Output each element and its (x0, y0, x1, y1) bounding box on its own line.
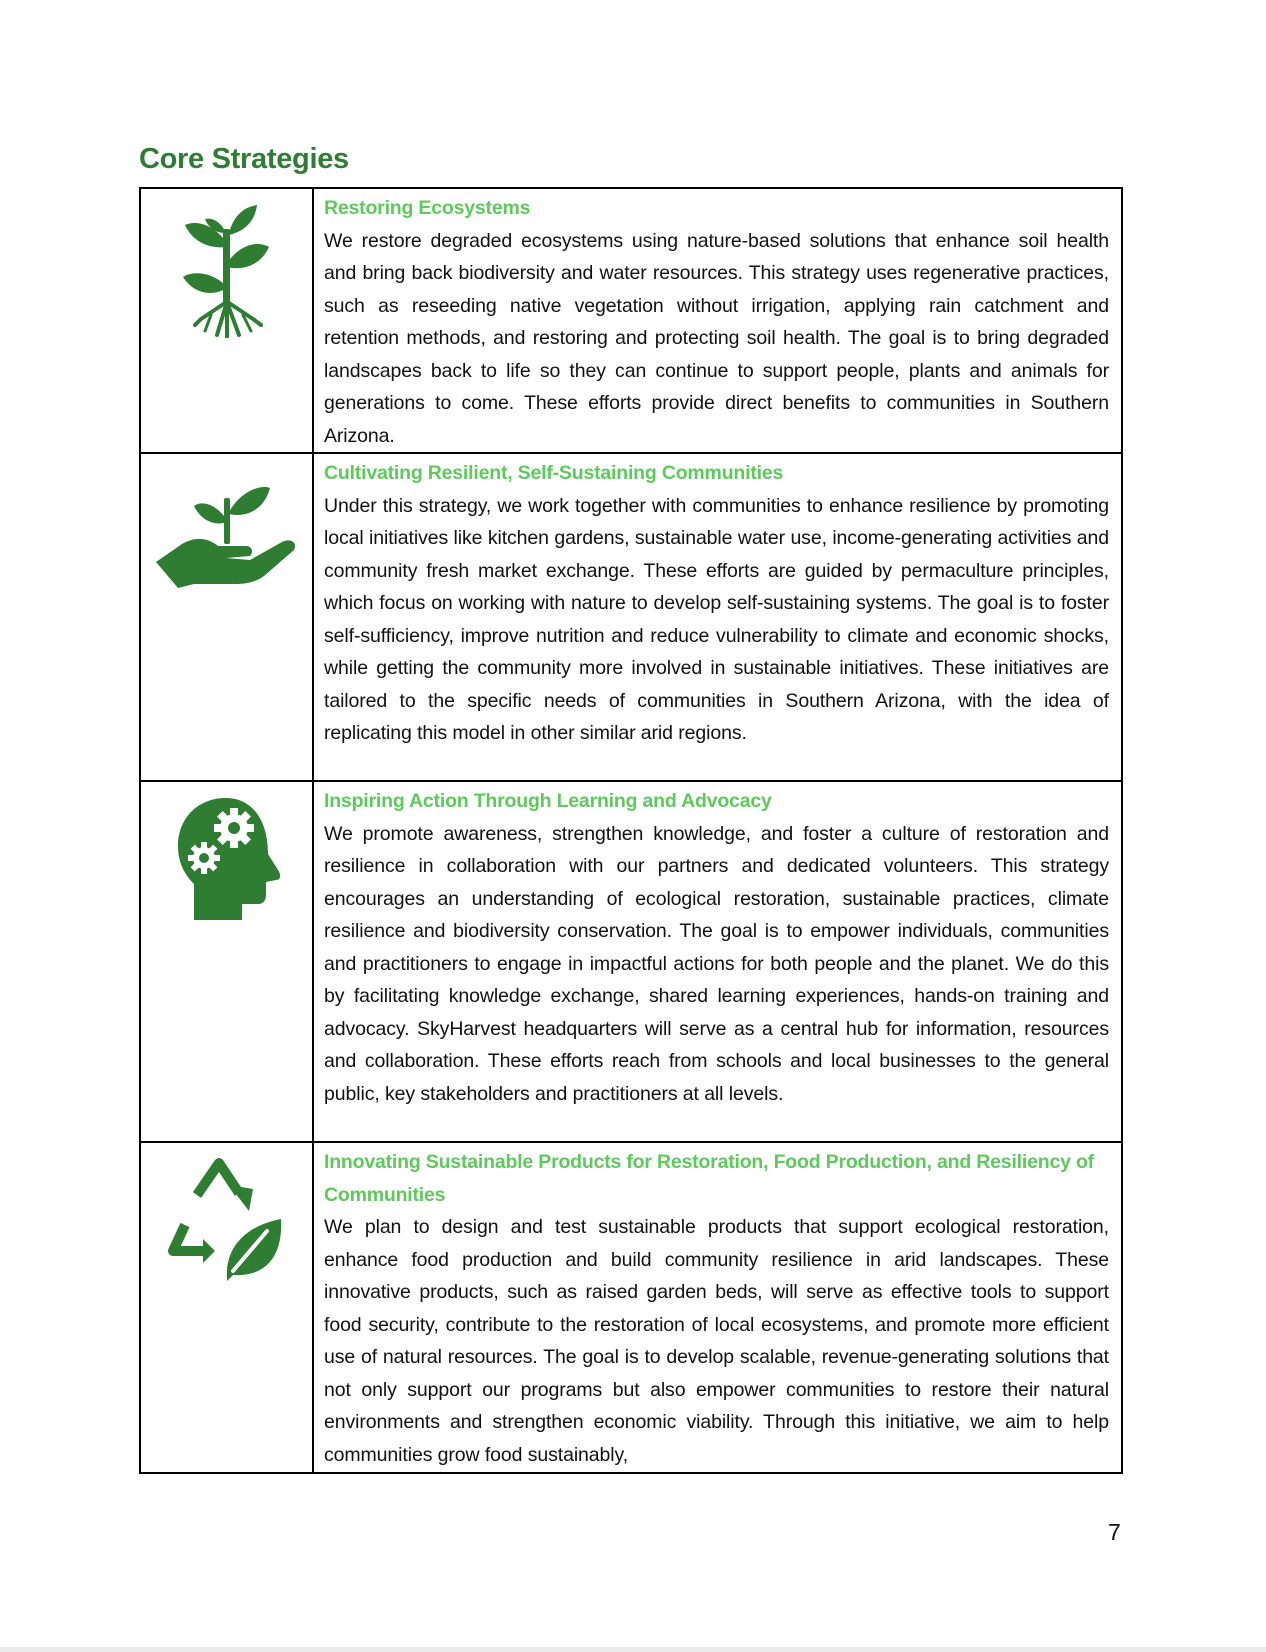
page-bottom-edge (0, 1647, 1266, 1652)
recycle-leaf-icon (167, 1155, 287, 1285)
text-cell (313, 1142, 1122, 1473)
page-heading: Core Strategies (139, 143, 349, 175)
strategies-table (139, 187, 1123, 1474)
page-number: 7 (1108, 1519, 1121, 1545)
strategy-title: Inspiring Action Through Learning and Advocacy (324, 790, 772, 812)
strategy-row (140, 781, 1122, 1142)
strategy-title: Innovating Sustainable Products for Restoration, Food Production, and Resiliency of Communities (324, 1151, 1094, 1206)
head-gears-icon (172, 796, 282, 922)
text-cell (313, 188, 1122, 453)
strategy-body: We restore degraded ecosystems using nature-based solutions that enhance soil health and bring back biodiversity and water resources. This strategy uses regenerative practices, such as reseeding native vegetation without irrigation, applying rain catchment and retention methods, and restoring and protecting soil health. The goal is to bring degraded landscapes back to life so they can continue to support people, plants and animals for generations to come. These efforts provide direct benefits to communities in Southern Arizona. (324, 229, 1109, 447)
icon-cell (140, 1142, 313, 1473)
strategy-row (140, 188, 1122, 453)
text-cell (313, 781, 1122, 1142)
strategy-body: We plan to design and test sustainable products that support ecological restoration, enhance food production and build community resilience in arid landscapes. These innovative products, such as raised garden beds, will serve as effective tools to support food security, contribute to the restoration of local ecosystems, and promote more efficient use of natural resources. The goal is to develop scalable, revenue-generating solutions that not only support our programs but also empower communities to restore their natural environments and strengthen economic viability. Through this initiative, we aim to help communities grow food sustainably, (324, 1216, 1109, 1466)
strategy-title: Cultivating Resilient, Self-Sustaining Communities (324, 462, 784, 484)
strategy-body: We promote awareness, strengthen knowledge, and foster a culture of restoration and resilience in collaboration with our partners and dedicated volunteers. This strategy encourages an understanding of ecological restoration, sustainable practices, climate resilience and biodiversity conservation. The goal is to empower individuals, communities and practitioners to engage in impactful actions for both people and the planet. We do this by facilitating knowledge exchange, shared learning experiences, hands-on training and advocacy. SkyHarvest headquarters will serve as a central hub for information, resources and collaboration. These efforts reach from schools and local businesses to the general public, key stakeholders and practitioners at all levels. (324, 822, 1109, 1105)
strategy-row (140, 453, 1122, 781)
strategy-body: Under this strategy, we work together with communities to enhance resilience by promoting local initiatives like kitchen gardens, sustainable water use, income-generating activities and community fresh market exchange. These efforts are guided by permaculture principles, which focus on working with nature to develop self-sustaining systems. The goal is to foster self-sufficiency, improve nutrition and reduce vulnerability to climate and economic shocks, while getting the community more involved in sustainable initiatives. These initiatives are tailored to the specific needs of communities in Southern Arizona, with the idea of replicating this model in other similar arid regions. (324, 494, 1109, 744)
icon-cell (140, 781, 313, 1142)
sprout-roots-icon (181, 203, 273, 338)
strategy-title: Restoring Ecosystems (324, 197, 531, 219)
strategy-row (140, 1142, 1122, 1473)
hand-holding-plant-icon (156, 480, 298, 588)
icon-cell (140, 453, 313, 781)
icon-cell (140, 188, 313, 453)
text-cell (313, 453, 1122, 781)
